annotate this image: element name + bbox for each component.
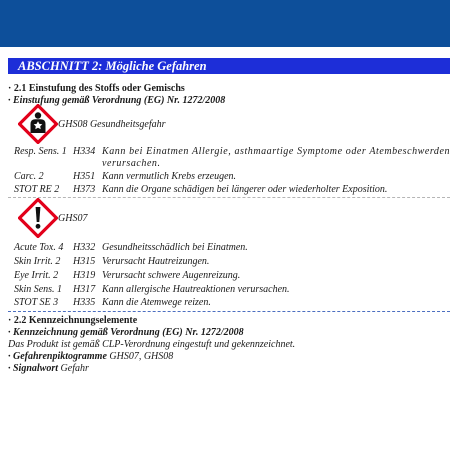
hazard-class: Carc. 2 xyxy=(14,171,44,182)
hazard-statement: Verursacht Hautreizungen. xyxy=(102,256,210,267)
pictograms-value: GHS07, GHS08 xyxy=(109,351,174,362)
separator xyxy=(8,197,450,198)
ghs07-label: GHS07 xyxy=(58,213,88,224)
hazard-code: H373 xyxy=(73,184,96,195)
ghs08-label: GHS08 Gesundheitsgefahr xyxy=(58,119,166,130)
section-title: ABSCHNITT 2: Mögliche Gefahren xyxy=(8,58,450,74)
hazard-row xyxy=(14,146,450,170)
hazard-statement: Kann vermutlich Krebs erzeugen. xyxy=(102,171,237,182)
hazard-class: Acute Tox. 4 xyxy=(14,242,64,253)
hazard-class: STOT SE 3 xyxy=(14,297,59,308)
signal-word-value: Gefahr xyxy=(60,363,89,374)
section-2-2-heading: · 2.2 Kennzeichnungselemente xyxy=(8,315,138,326)
labelling-heading: · Kennzeichnung gemäß Verordnung (EG) Nr. 1272/2008 xyxy=(8,327,244,338)
signal-word-line xyxy=(8,363,89,375)
top-banner xyxy=(0,0,450,47)
hazard-code: H334 xyxy=(73,146,96,157)
hazard-statement: Kann bei Einatmen Allergie, asthmaartige Symptome oder Atembeschwerden verursachen. xyxy=(102,146,450,169)
classification-heading: · Einstufung gemäß Verordnung (EG) Nr. 1272/2008 xyxy=(8,95,226,106)
pictograms-line xyxy=(8,351,173,363)
separator xyxy=(8,311,450,312)
hazard-code: H315 xyxy=(73,256,96,267)
hazard-code: H317 xyxy=(73,284,96,295)
hazard-class: Resp. Sens. 1 xyxy=(14,146,67,157)
pictograms-label: · Gefahrenpiktogramme xyxy=(8,351,107,362)
hazard-code: H319 xyxy=(73,270,96,281)
hazard-statement: Verursacht schwere Augenreizung. xyxy=(102,270,241,281)
hazard-class: Skin Irrit. 2 xyxy=(14,256,61,267)
hazard-statement: Kann die Organe schädigen bei längerer oder wiederholter Exposition. xyxy=(102,184,388,195)
hazard-statement: Kann die Atemwege reizen. xyxy=(102,297,211,308)
health-hazard-pictogram xyxy=(18,104,58,144)
hazard-class: STOT RE 2 xyxy=(14,184,60,195)
labelling-note: Das Produkt ist gemäß CLP-Verordnung eingestuft und gekennzeichnet. xyxy=(8,339,296,350)
hazard-class: Skin Sens. 1 xyxy=(14,284,63,295)
hazard-code: H332 xyxy=(73,242,96,253)
section-2-1-heading: · 2.1 Einstufung des Stoffs oder Gemischs xyxy=(8,83,185,94)
exclamation-pictogram xyxy=(18,198,58,238)
hazard-class: Eye Irrit. 2 xyxy=(14,270,59,281)
hazard-statement: Kann allergische Hautreaktionen verursachen. xyxy=(102,284,290,295)
hazard-statement: Gesundheitsschädlich bei Einatmen. xyxy=(102,242,248,253)
signal-word-label: · Signalwort xyxy=(8,363,59,374)
hazard-code: H351 xyxy=(73,171,96,182)
hazard-code: H335 xyxy=(73,297,96,308)
